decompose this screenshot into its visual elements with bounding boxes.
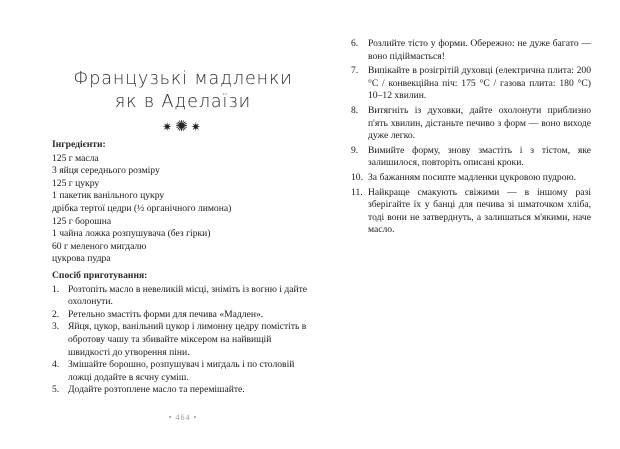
ingredients-list — [52, 153, 314, 266]
method-step — [351, 187, 591, 237]
page-number: • 464 • — [168, 413, 198, 422]
ingredient-item: 125 г цукру — [52, 177, 100, 189]
recipe-title-line-2: як в Аделаїзи — [114, 92, 252, 112]
method-steps-list-continued — [351, 38, 591, 237]
ingredient-item: 60 г меленого мигдалю — [52, 240, 147, 252]
ingredients-heading: Інгредієнти: — [52, 139, 106, 150]
step-text: Додайте розтоплене масло та перемішайте. — [68, 384, 245, 396]
step-number: 3. — [52, 321, 60, 333]
ingredient-item: 1 пакетик ванільного цукру — [52, 190, 165, 202]
left-page — [52, 0, 314, 449]
ingredient-item: 125 г масла — [52, 152, 99, 164]
method-step — [52, 359, 314, 384]
step-text: Витягніть із духовки, дайте охолонути приблизно п'ять хвилин, дістаньте печиво з форм — воно виходе дуже легко. — [368, 104, 591, 142]
step-number: 1. — [52, 283, 60, 295]
method-heading: Спосіб приготування: — [52, 270, 148, 281]
ingredient-item: дрібка тертої цедри (½ органічного лимона) — [52, 202, 232, 214]
method-step — [52, 284, 314, 309]
step-text: Випікайте в розігрітій духовці (електрична плита: 200 °C / конвекційна піч: 175 °C / газова плита: 180 °C) 10–12 хвилин. — [368, 65, 591, 102]
small-star-icon: ✷ — [162, 120, 176, 134]
method-step — [351, 38, 591, 63]
ingredient-item: 1 чайна ложка розпушувача (без гірки) — [52, 228, 211, 240]
right-page — [351, 38, 591, 239]
step-text: Ретельно змастіть форми для печива «Мадлен». — [68, 308, 264, 320]
step-number: 6. — [351, 38, 359, 49]
ingredient-item: 3 яйця середнього розміру — [52, 165, 160, 177]
step-text: Розлийте тісто у форми. Обережно: не дуже багато — воно підіймається! — [368, 38, 591, 62]
sun-ornament-icon: ✺ — [175, 119, 191, 135]
step-number: 10. — [351, 171, 363, 183]
step-text: Найкраще смакують свіжими — в іншому разі зберігайте їх у банці для печива зі шматочком хліба, тоді вони не затверднуть, а залишаться м'якими, наче масло. — [368, 186, 591, 236]
step-text: Змішайте борошно, розпушувач і мигдаль і по столовій ложці додайте в яєчну суміш. — [68, 359, 295, 383]
recipe-title — [52, 68, 314, 114]
step-number: 2. — [52, 308, 60, 320]
ingredient-item: 125 г борошна — [52, 215, 112, 227]
method-step — [351, 172, 591, 185]
method-step — [351, 105, 591, 143]
method-step — [351, 65, 591, 103]
ingredient-item: цукрова пудра — [52, 253, 111, 265]
step-text: За бажанням посипте мадленки цукровою пудрою. — [368, 171, 577, 183]
step-text: Вимийте форму, знову змастіть і з тістом, яке залишилося, повторіть описані кроки. — [368, 144, 591, 169]
step-number: 11. — [351, 186, 363, 198]
recipe-title-line-1: Французькі мадленки — [73, 69, 293, 89]
step-number: 7. — [351, 65, 359, 77]
step-number: 5. — [52, 384, 60, 396]
step-number: 4. — [52, 359, 60, 371]
small-star-icon: ✷ — [190, 120, 204, 134]
method-section — [52, 270, 314, 397]
ornament-divider — [52, 120, 314, 134]
step-text: Яйця, цукор, ванільний цукор і лимонну цедру помістіть в обротову чашу та збивайте міксером на найвищій швидкості до утворення піни. — [68, 321, 307, 358]
method-step — [351, 145, 591, 170]
method-step — [52, 321, 314, 359]
method-step — [52, 384, 314, 397]
step-number: 9. — [351, 144, 359, 156]
ingredients-section — [52, 139, 314, 266]
method-step — [52, 309, 314, 322]
step-number: 8. — [351, 104, 359, 116]
method-steps-list — [52, 284, 314, 397]
step-text: Розтопіть масло в невеликій місці, зніміть із вогню і дайте охолонути. — [68, 283, 308, 308]
